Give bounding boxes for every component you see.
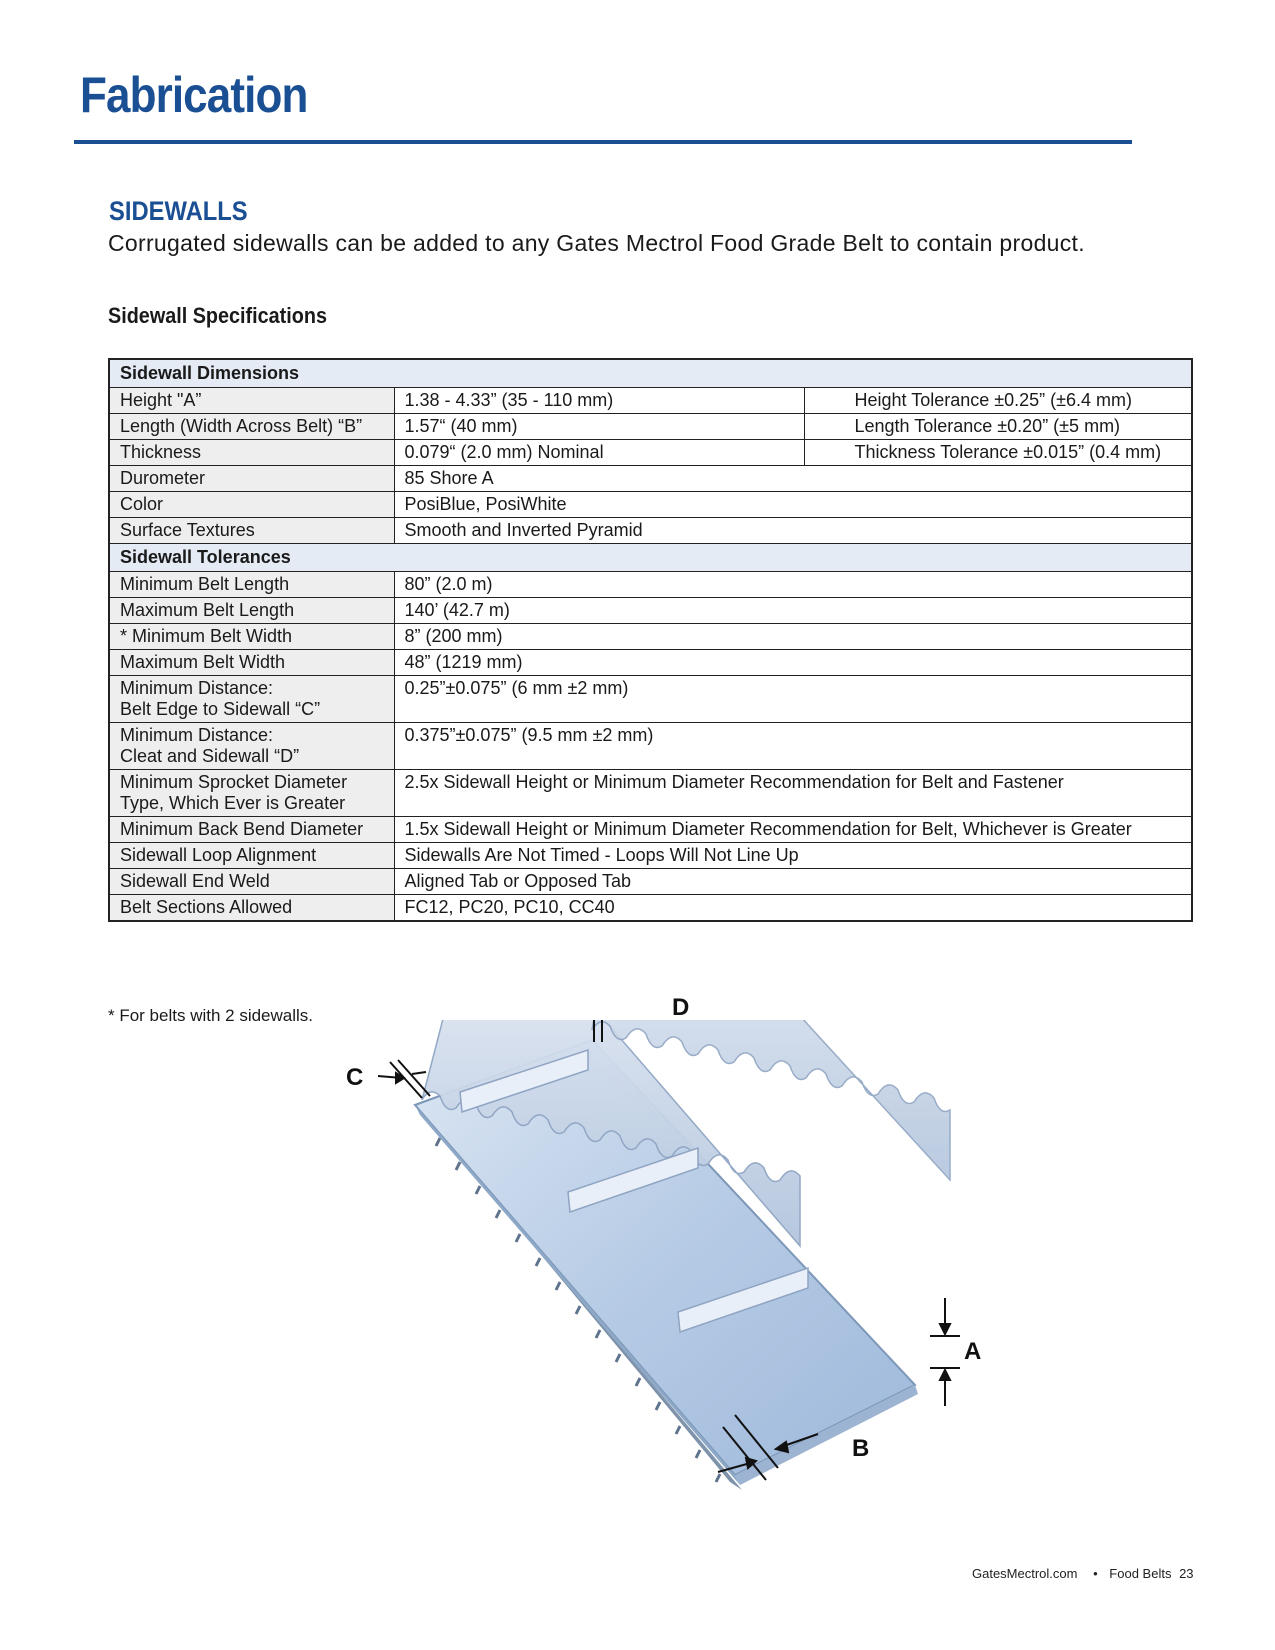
row-tolerance: Thickness Tolerance ±0.015” (0.4 mm) [804, 440, 1192, 466]
sidewall-belt-illustration [330, 1020, 990, 1540]
row-label: Belt Sections Allowed [109, 895, 394, 922]
row-label-line: Type, Which Ever is Greater [120, 793, 346, 813]
group-header-row [109, 359, 1192, 388]
row-value: FC12, PC20, PC10, CC40 [394, 895, 1192, 922]
row-label: Maximum Belt Width [109, 650, 394, 676]
row-value: 140’ (42.7 m) [394, 598, 1192, 624]
row-label [109, 770, 394, 817]
table-row [109, 624, 1192, 650]
title-divider [74, 140, 1132, 144]
group-header: Sidewall Dimensions [109, 359, 1192, 388]
footer-bullet: • [1093, 1566, 1098, 1581]
table-row [109, 414, 1192, 440]
row-value: Smooth and Inverted Pyramid [394, 518, 1192, 544]
table-row [109, 895, 1192, 922]
row-label: Minimum Belt Length [109, 572, 394, 598]
row-value: 1.5x Sidewall Height or Minimum Diameter Recommendation for Belt, Whichever is Greater [394, 817, 1192, 843]
dimension-a [930, 1298, 960, 1406]
page-title: Fabrication [80, 67, 308, 123]
row-label: Durometer [109, 466, 394, 492]
table-row [109, 440, 1192, 466]
table-row [109, 466, 1192, 492]
spec-heading: Sidewall Specifications [108, 303, 327, 328]
row-value: 85 Shore A [394, 466, 1192, 492]
row-label: * Minimum Belt Width [109, 624, 394, 650]
row-label-line: Minimum Distance: [120, 678, 274, 698]
row-value: 0.25”±0.075” (6 mm ±2 mm) [394, 676, 1192, 723]
table-row [109, 598, 1192, 624]
row-label: Thickness [109, 440, 394, 466]
row-value: 0.079“ (2.0 mm) Nominal [394, 440, 804, 466]
row-label: Length (Width Across Belt) “B” [109, 414, 394, 440]
group-header-row [109, 544, 1192, 572]
footer-site: GatesMectrol.com [972, 1566, 1078, 1581]
row-label-line: Minimum Sprocket Diameter [120, 772, 348, 792]
footer-page-number: 23 [1179, 1566, 1194, 1581]
row-label-line: Belt Edge to Sidewall “C” [120, 699, 321, 719]
row-value: Sidewalls Are Not Timed - Loops Will Not Line Up [394, 843, 1192, 869]
row-label: Sidewall End Weld [109, 869, 394, 895]
row-value: 2.5x Sidewall Height or Minimum Diameter Recommendation for Belt and Fastener [394, 770, 1192, 817]
footer-section: Food Belts [1109, 1566, 1172, 1581]
row-tolerance: Length Tolerance ±0.20” (±5 mm) [804, 414, 1192, 440]
row-label: Color [109, 492, 394, 518]
row-value: Aligned Tab or Opposed Tab [394, 869, 1192, 895]
row-value: 48” (1219 mm) [394, 650, 1192, 676]
callout-d: D [672, 994, 690, 1021]
row-label: Minimum Back Bend Diameter [109, 817, 394, 843]
row-tolerance: Height Tolerance ±0.25” (±6.4 mm) [804, 388, 1192, 414]
row-value: 0.375”±0.075” (9.5 mm ±2 mm) [394, 723, 1192, 770]
table-row [109, 843, 1192, 869]
callout-a: A [964, 1338, 982, 1365]
row-label: Surface Textures [109, 518, 394, 544]
row-value: 1.57“ (40 mm) [394, 414, 804, 440]
section-lead: Corrugated sidewalls can be added to any Gates Mectrol Food Grade Belt to contain product. [108, 230, 1085, 256]
table-row [109, 817, 1192, 843]
table-row [109, 650, 1192, 676]
table-footnote: * For belts with 2 sidewalls. [108, 1006, 314, 1025]
section-heading: SIDEWALLS [109, 196, 248, 226]
row-value: 80” (2.0 m) [394, 572, 1192, 598]
table-row [109, 572, 1192, 598]
callout-c: C [346, 1064, 364, 1091]
table-row [109, 869, 1192, 895]
row-label [109, 676, 394, 723]
table-row [109, 723, 1192, 770]
row-value: PosiBlue, PosiWhite [394, 492, 1192, 518]
row-value: 8” (200 mm) [394, 624, 1192, 650]
dimension-c [378, 1060, 430, 1098]
row-label-line: Minimum Distance: [120, 725, 274, 745]
row-label [109, 723, 394, 770]
group-header: Sidewall Tolerances [109, 544, 1192, 572]
row-label: Height "A” [109, 388, 394, 414]
row-label: Maximum Belt Length [109, 598, 394, 624]
table-row [109, 388, 1192, 414]
table-row [109, 676, 1192, 723]
row-label-line: Cleat and Sidewall “D” [120, 746, 300, 766]
row-value: 1.38 - 4.33” (35 - 110 mm) [394, 388, 804, 414]
table-row [109, 492, 1192, 518]
sidewall-spec-table [108, 358, 1193, 922]
row-label: Sidewall Loop Alignment [109, 843, 394, 869]
table-row [109, 518, 1192, 544]
table-row [109, 770, 1192, 817]
callout-b: B [852, 1435, 870, 1462]
page-footer [972, 1566, 1198, 1581]
